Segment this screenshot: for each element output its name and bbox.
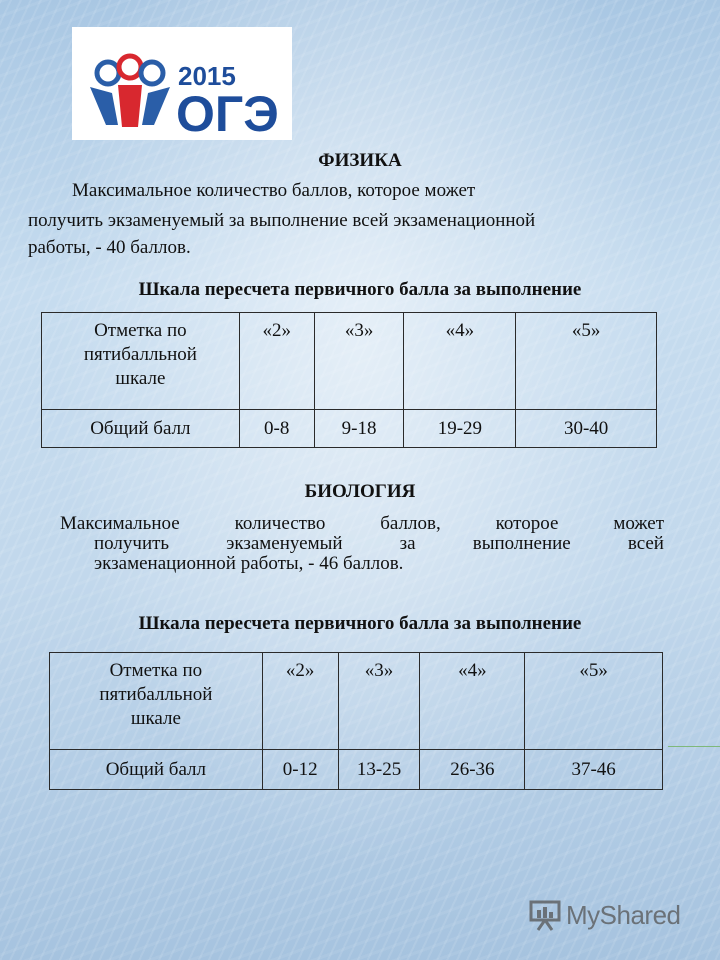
biology-scale-title: Шкала пересчета первичного балла за выполнение	[138, 613, 582, 634]
word: баллов,	[380, 513, 441, 534]
presentation-board-icon	[528, 898, 562, 932]
logo-brand: ОГЭ	[176, 86, 279, 140]
word: выполнение	[472, 533, 571, 554]
grade-label-line: пятибалльной	[99, 684, 213, 705]
physics-scale-title: Шкала пересчета первичного балла за выполнение	[138, 279, 582, 300]
score-label-cell: Общий балл	[42, 410, 240, 448]
decorative-divider	[668, 746, 720, 747]
grade-label-line: Отметка по	[94, 320, 187, 341]
score-cell: 19-29	[404, 410, 516, 448]
grade-label-line: шкале	[130, 708, 181, 729]
word: количество	[234, 513, 326, 534]
score-cell: 26-36	[420, 750, 525, 790]
oge-logo	[72, 27, 292, 140]
biology-text-line-1	[60, 514, 664, 534]
score-row	[42, 410, 657, 448]
score-cell: 30-40	[516, 410, 657, 448]
grade-cell: «5»	[525, 653, 663, 750]
grade-label-line: шкале	[115, 368, 166, 389]
grade-cell: «5»	[516, 313, 657, 410]
grade-row	[50, 653, 663, 750]
word: экзаменуемый	[226, 533, 343, 554]
word: которое	[495, 513, 559, 534]
grade-label-line: Отметка по	[109, 660, 203, 681]
score-cell: 9-18	[314, 410, 404, 448]
biology-scale-table	[49, 652, 663, 790]
logo-year: 2015	[178, 61, 236, 91]
grade-cell: «3»	[338, 653, 420, 750]
grade-cell: «4»	[420, 653, 525, 750]
biology-text-line-2	[60, 534, 664, 554]
physics-scale-table	[41, 312, 657, 448]
grade-cell: «2»	[262, 653, 338, 750]
grade-cell: «2»	[239, 313, 314, 410]
biology-text-line-3: экзаменационной работы, - 46 баллов.	[94, 553, 404, 574]
physics-title: ФИЗИКА	[318, 150, 402, 171]
grade-label-line: пятибалльной	[83, 344, 197, 365]
word: Максимальное	[60, 513, 180, 534]
myshared-watermark	[528, 896, 681, 934]
grade-label-cell	[42, 313, 240, 410]
biology-title: БИОЛОГИЯ	[304, 481, 416, 502]
word: всей	[627, 533, 664, 554]
score-row	[50, 750, 663, 790]
score-cell: 0-12	[262, 750, 338, 790]
watermark-text: MyShared	[566, 899, 681, 930]
word: за	[399, 533, 416, 554]
physics-text-line-1: Максимальное количество баллов, которое может	[72, 180, 476, 201]
biology-text	[60, 514, 664, 574]
word: получить	[94, 533, 170, 554]
oge-logo-graphic	[72, 27, 292, 140]
score-cell: 13-25	[338, 750, 420, 790]
physics-text-line-2: получить экзаменуемый за выполнение всей экзаменационной	[28, 210, 536, 231]
people-icon	[90, 56, 170, 127]
score-cell: 0-8	[239, 410, 314, 448]
grade-label-cell	[50, 653, 263, 750]
score-cell: 37-46	[525, 750, 663, 790]
grade-cell: «3»	[314, 313, 404, 410]
grade-cell: «4»	[404, 313, 516, 410]
physics-text-line-3: работы, - 40 баллов.	[28, 237, 191, 258]
word: может	[613, 513, 664, 534]
score-label-cell: Общий балл	[50, 750, 263, 790]
grade-row	[42, 313, 657, 410]
